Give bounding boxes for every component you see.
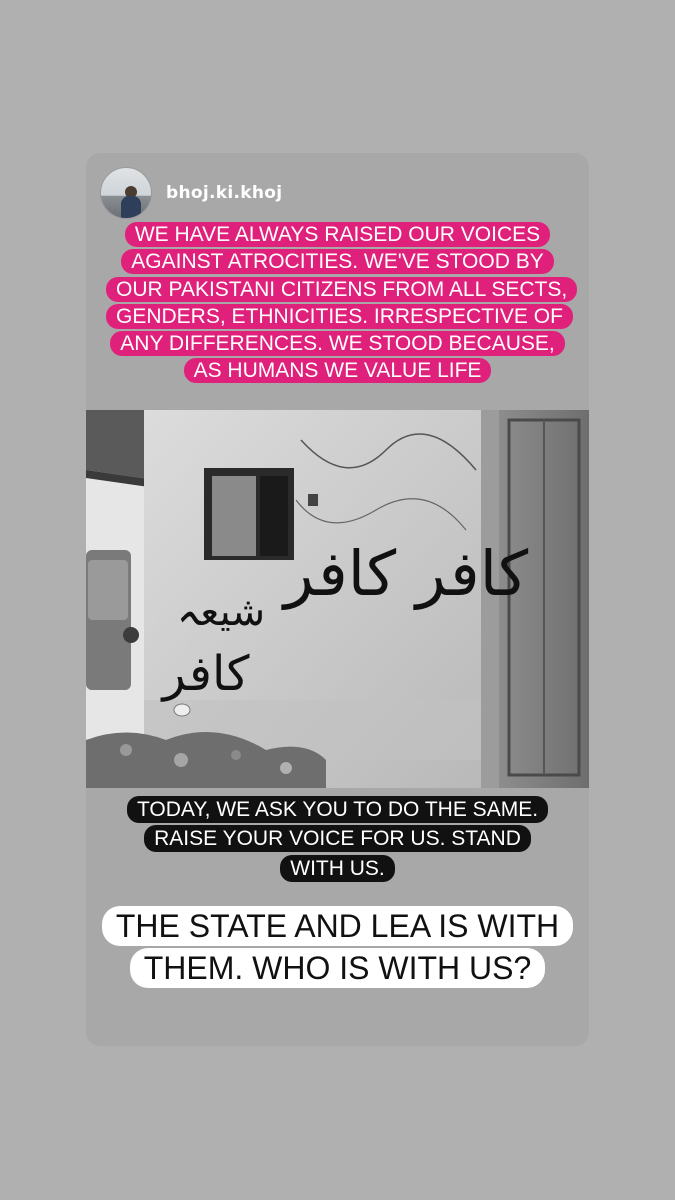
rubble-stone [231,750,241,760]
graffiti-line2: شیعہ [176,589,266,635]
graffiti-photo-svg [86,410,589,788]
rickshaw-panel [88,560,128,620]
white-caption-block [98,905,577,989]
rubble-stone [280,762,292,774]
window-pane [212,476,256,556]
pink-caption: WE HAVE ALWAYS RAISED OUR VOICES AGAINST ATROCITIES. WE'VE STOOD BY OUR PAKISTANI CITIZENS FROM ALL SECTS, GENDERS, ETHNICITIES. IRRESPECTIVE OF ANY DIFFERENCES. WE STOOD BECAUSE, AS HUMANS WE VALUE LIFE [106,222,577,383]
graffiti-line3: کافر [162,646,250,702]
username[interactable]: bhoj.ki.khoj [166,183,283,203]
white-caption: THE STATE AND LEA IS WITH THEM. WHO IS WITH US? [102,906,573,988]
avatar-body [121,196,141,219]
pink-caption-block [106,221,569,385]
switch-box [308,494,318,506]
person-head [123,627,139,643]
graffiti-photo [86,410,589,788]
drain-pipe [174,704,190,716]
black-caption: TODAY, WE ASK YOU TO DO THE SAME. RAISE YOUR VOICE FOR US. STAND WITH US. [127,796,548,882]
avatar[interactable] [100,167,152,219]
rubble-stone [174,753,188,767]
rubble-stone [120,744,132,756]
story-header [100,167,282,219]
graffiti-line1: کافر کافر [283,537,529,610]
story-card[interactable] [86,153,589,1046]
black-caption-block [126,795,549,883]
